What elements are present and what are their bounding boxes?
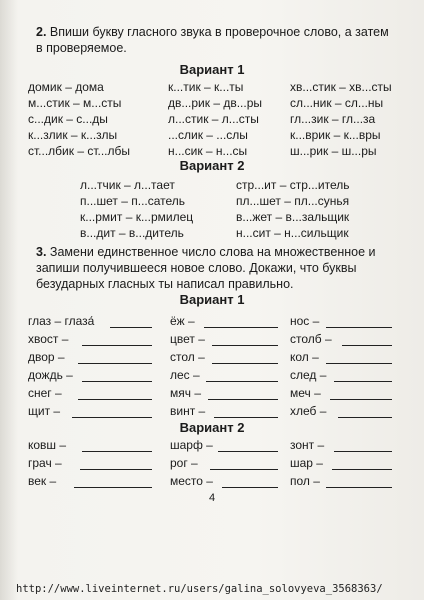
- task-3-instructions: [36, 244, 396, 292]
- answer-line[interactable]: [218, 451, 278, 452]
- answer-line[interactable]: [72, 417, 152, 418]
- task-2-number: 2.: [36, 25, 47, 39]
- list-item: стр...ит – стр...итель: [236, 178, 350, 192]
- list-item: мяч –: [170, 386, 202, 400]
- list-item: хлеб –: [290, 404, 327, 418]
- page-number: 4: [208, 492, 216, 504]
- answer-line[interactable]: [334, 451, 392, 452]
- list-item: с...дик – с...ды: [28, 112, 108, 126]
- answer-line[interactable]: [110, 327, 152, 328]
- list-item: кол –: [290, 350, 319, 364]
- list-item: грач –: [28, 456, 62, 470]
- list-item: след –: [290, 368, 327, 382]
- list-item: век –: [28, 474, 57, 488]
- task-2-text: Впиши букву гласного звука в проверочное слово, а затем в проверяемое.: [36, 25, 389, 55]
- task-2-variant-1-title: Вариант 1: [179, 62, 245, 77]
- list-item: зонт –: [290, 438, 325, 452]
- list-item: н...сик – н...сы: [168, 144, 248, 158]
- list-item: снег –: [28, 386, 62, 400]
- list-item: пл...шет – пл...сунья: [236, 194, 350, 208]
- list-item: пол –: [290, 474, 320, 488]
- footer-url[interactable]: http://www.liveinternet.ru/users/galina_solovyeva_3568363/: [16, 583, 383, 595]
- answer-line[interactable]: [74, 487, 152, 488]
- list-item: л...стик – л...сты: [168, 112, 259, 126]
- list-item: ст...лбик – ст...лбы: [28, 144, 131, 158]
- list-item: дождь –: [28, 368, 73, 382]
- task-2-variant-2-title: Вариант 2: [179, 158, 245, 173]
- task-3-variant-2-title: Вариант 2: [179, 420, 245, 435]
- list-item: меч –: [290, 386, 321, 400]
- answer-line[interactable]: [208, 399, 278, 400]
- task-3-text: Замени единственное число слова на множественное и запиши получившееся новое слово. Докажи, что буквы безударных гласных ты написал правильно.: [36, 245, 376, 291]
- list-item: рог –: [170, 456, 198, 470]
- list-item: шар –: [290, 456, 323, 470]
- answer-line[interactable]: [326, 327, 392, 328]
- list-item: м...стик – м...сты: [28, 96, 122, 110]
- answer-line[interactable]: [342, 345, 392, 346]
- answer-line[interactable]: [212, 345, 278, 346]
- list-item: дв...рик – дв...ры: [168, 96, 263, 110]
- answer-line[interactable]: [210, 469, 278, 470]
- list-item: сл...ник – сл...ны: [290, 96, 384, 110]
- list-item: п...шет – п...сатель: [80, 194, 186, 208]
- list-item: столб –: [290, 332, 332, 346]
- list-item: в...жет – в...зальщик: [236, 210, 350, 224]
- list-item: стол –: [170, 350, 205, 364]
- answer-line[interactable]: [204, 327, 278, 328]
- list-item: к...рмит – к...рмилец: [80, 210, 194, 224]
- answer-line[interactable]: [80, 469, 152, 470]
- list-item: домик – дома: [28, 80, 104, 94]
- answer-line[interactable]: [78, 363, 152, 364]
- answer-line[interactable]: [78, 399, 152, 400]
- answer-line[interactable]: [206, 381, 278, 382]
- list-item: винт –: [170, 404, 206, 418]
- task-3-variant-1-title: Вариант 1: [179, 292, 245, 307]
- list-item: л...тчик – л...тает: [80, 178, 175, 192]
- answer-line[interactable]: [212, 363, 278, 364]
- answer-line[interactable]: [326, 363, 392, 364]
- answer-line[interactable]: [82, 381, 152, 382]
- list-item: ёж –: [170, 314, 195, 328]
- list-item: ...слик – ...слы: [168, 128, 248, 142]
- answer-line[interactable]: [214, 417, 278, 418]
- list-item: н...сит – н...сильщик: [236, 226, 349, 240]
- answer-line[interactable]: [82, 451, 152, 452]
- list-item: ковш –: [28, 438, 67, 452]
- list-item: цвет –: [170, 332, 205, 346]
- answer-line[interactable]: [338, 417, 392, 418]
- list-item: к...тик – к...ты: [168, 80, 244, 94]
- list-item: нос –: [290, 314, 320, 328]
- list-item: двор –: [28, 350, 65, 364]
- list-item: в...дит – в...дитель: [80, 226, 184, 240]
- answer-line[interactable]: [222, 487, 278, 488]
- list-item: к...злик – к...злы: [28, 128, 118, 142]
- list-item: хвост –: [28, 332, 69, 346]
- answer-line[interactable]: [330, 399, 392, 400]
- list-item: к...врик – к...вры: [290, 128, 381, 142]
- list-item: хв...стик – хв...сты: [290, 80, 392, 94]
- list-item: щит –: [28, 404, 61, 418]
- list-item: лес –: [170, 368, 200, 382]
- answer-line[interactable]: [326, 487, 392, 488]
- list-item: гл...зик – гл...за: [290, 112, 376, 126]
- list-item: глаз – глаза́: [28, 314, 95, 328]
- task-3-number: 3.: [36, 245, 47, 259]
- answer-line[interactable]: [332, 469, 392, 470]
- list-item: шарф –: [170, 438, 213, 452]
- task-2-instructions: [36, 24, 396, 56]
- answer-line[interactable]: [334, 381, 392, 382]
- answer-line[interactable]: [82, 345, 152, 346]
- list-item: ш...рик – ш...ры: [290, 144, 377, 158]
- list-item: место –: [170, 474, 213, 488]
